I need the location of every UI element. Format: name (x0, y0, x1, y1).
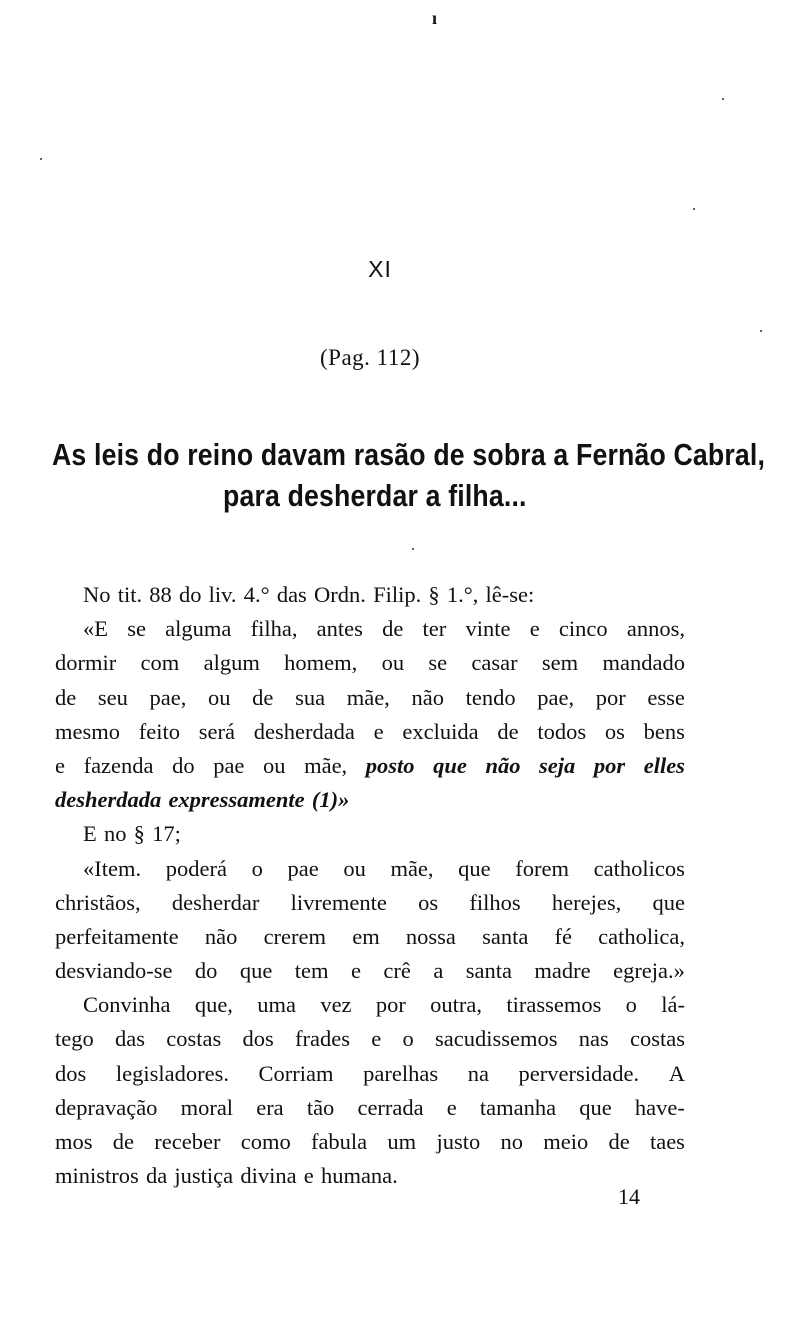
word: todos (537, 718, 587, 744)
word: e (529, 616, 540, 642)
body-line (55, 988, 685, 1022)
word: annos, (626, 616, 685, 642)
word: catholicos (593, 855, 685, 881)
word: e (371, 1026, 382, 1052)
body-line (55, 886, 685, 920)
word: mãe, (346, 684, 390, 710)
word: moral (180, 1094, 234, 1120)
word: que (458, 855, 491, 881)
body-line (55, 749, 685, 783)
word: os (418, 889, 439, 915)
word: o (251, 855, 263, 881)
word: seu (97, 684, 128, 710)
word: tego (55, 1026, 94, 1052)
word: «E (83, 616, 108, 642)
page-number: 14 (618, 1184, 640, 1209)
word: liv. (208, 582, 237, 607)
word: bens (643, 718, 685, 744)
word: pae, (149, 684, 187, 710)
word: § (133, 821, 145, 847)
word: e (55, 752, 65, 778)
top-mark: ı (432, 8, 438, 28)
word: Ordn. (314, 582, 366, 607)
word: o (625, 992, 637, 1018)
word: ministros (55, 1163, 139, 1189)
word: § (428, 582, 440, 607)
word: tão (306, 1094, 335, 1120)
word: os (604, 718, 625, 744)
word: livremente (290, 889, 387, 915)
word: crê (383, 958, 411, 984)
word: divina (240, 1163, 297, 1189)
word: alguma (165, 616, 232, 642)
heading-line-1: As leis do reino davam rasão de sobra a Fernão Cabral, (52, 437, 766, 472)
word: a (433, 958, 444, 984)
word: perfeitamente (55, 923, 179, 949)
word: frades (295, 1026, 350, 1052)
word: crerem (263, 923, 327, 949)
word: santa (482, 923, 529, 949)
word: de (608, 1129, 630, 1154)
italic-word: elles (643, 752, 685, 778)
word: mesmo (55, 718, 120, 744)
word: das (276, 582, 307, 607)
word: parelhas (363, 1060, 439, 1086)
word: lê-se: (485, 582, 535, 607)
body-line (55, 578, 685, 612)
italic-word: posto (365, 752, 415, 778)
body-line (55, 612, 685, 646)
word: cerrada (357, 1094, 424, 1120)
word: vez (320, 992, 352, 1018)
page-reference: (Pag. 112) (320, 345, 420, 370)
word: taes (649, 1129, 685, 1154)
word: have- (634, 1094, 685, 1120)
word: e (350, 958, 361, 984)
word: legisladores. (115, 1060, 229, 1086)
word: poderá (165, 855, 227, 881)
word: dormir (55, 650, 117, 676)
body-line (55, 715, 685, 749)
word: vinte (465, 616, 511, 642)
word: que (652, 889, 685, 915)
word: costas (629, 1026, 685, 1052)
italic-word: expressamente (168, 787, 305, 813)
word: ter (422, 616, 447, 642)
word: e (446, 1094, 457, 1120)
word: de (382, 616, 404, 642)
body-line (55, 646, 685, 680)
word: No (83, 582, 111, 607)
word: tirassemos (506, 992, 602, 1018)
word: nossa (405, 923, 456, 949)
body-line (55, 817, 685, 851)
print-speck (722, 98, 724, 100)
word: costas (166, 1026, 222, 1052)
word: dos (242, 1026, 274, 1052)
word: do (178, 582, 202, 607)
body-line (55, 1125, 685, 1159)
word: justiça (174, 1163, 234, 1189)
word: e (373, 718, 384, 744)
word: por (595, 684, 626, 710)
word: no (103, 821, 127, 847)
word: de (252, 684, 274, 710)
word: tamanha (479, 1094, 557, 1120)
word: e (303, 1163, 314, 1189)
word: receber (154, 1129, 221, 1154)
word: sem (541, 650, 579, 676)
word: de (55, 684, 77, 710)
print-speck (760, 330, 762, 332)
word: nas (578, 1026, 609, 1052)
word: 17; (152, 821, 181, 847)
word: «Item. (83, 855, 142, 881)
word: ou (208, 684, 231, 710)
word: filhos (469, 889, 521, 915)
word: outra, (430, 992, 483, 1018)
italic-word: seja (539, 752, 576, 778)
word: homem, (284, 650, 358, 676)
word: Filip. (373, 582, 422, 607)
print-speck (40, 158, 42, 160)
word: não (204, 923, 238, 949)
word: A (668, 1060, 685, 1086)
body-line (55, 1091, 685, 1125)
word: sacudissemos (434, 1026, 558, 1052)
word: egreja.» (613, 958, 685, 984)
word: 1.°, (446, 582, 479, 607)
word: que (239, 958, 273, 984)
word: 88 (149, 582, 172, 607)
word: desherdar (171, 889, 260, 915)
word: um (387, 1129, 417, 1154)
word: christãos, (55, 889, 141, 915)
word: uma (257, 992, 296, 1018)
word: 4.° (243, 582, 270, 607)
word: fazenda (83, 752, 154, 778)
word: lá- (661, 992, 685, 1018)
word: meio (543, 1129, 589, 1154)
word: do (172, 752, 195, 778)
word: de (497, 718, 519, 744)
word: o (402, 1026, 414, 1052)
word: E (83, 821, 97, 847)
word: se (127, 616, 146, 642)
body-line (55, 852, 685, 886)
word: em (352, 923, 380, 949)
word: por (375, 992, 406, 1018)
word: depravação (55, 1094, 158, 1120)
word: catholica, (598, 923, 685, 949)
word: mãe, (390, 855, 434, 881)
word: que, (194, 992, 233, 1018)
chapter-number: XI (368, 256, 392, 282)
heading-line-2: para desherdar a filha... (223, 478, 527, 513)
body-text (55, 578, 685, 1193)
word: excluida (402, 718, 479, 744)
word: antes (316, 616, 363, 642)
word: da (145, 1163, 168, 1189)
italic-word: desherdada (55, 787, 162, 813)
word: esse (647, 684, 685, 710)
word: ou (381, 650, 405, 676)
word: desherdada (253, 718, 355, 744)
word: pae, (537, 684, 575, 710)
word: tit. (117, 582, 143, 607)
print-speck (693, 208, 695, 210)
word: perversidade. (518, 1060, 640, 1086)
word: herejes, (551, 889, 622, 915)
word: tendo (465, 684, 516, 710)
word: justo (436, 1129, 481, 1154)
print-speck (412, 548, 414, 550)
word: fabula (310, 1129, 368, 1154)
italic-word: por (593, 752, 626, 778)
word: Convinha (83, 992, 171, 1018)
word: ou (263, 752, 286, 778)
word: Corriam (258, 1060, 334, 1086)
word: no (500, 1129, 523, 1154)
word: como (240, 1129, 291, 1154)
word: santa (465, 958, 512, 984)
word: forem (515, 855, 570, 881)
word: mos (55, 1129, 93, 1154)
word: não (411, 684, 444, 710)
word: filha, (250, 616, 298, 642)
word: era (256, 1094, 284, 1120)
italic-word: que (433, 752, 467, 778)
word: pae (213, 752, 245, 778)
word: se (428, 650, 448, 676)
word: tem (294, 958, 329, 984)
italic-word: não (485, 752, 521, 778)
word: que (579, 1094, 612, 1120)
word: cinco (558, 616, 608, 642)
word: com (140, 650, 180, 676)
word: dos (55, 1060, 87, 1086)
word: casar (471, 650, 518, 676)
body-line (55, 954, 685, 988)
word: sua (295, 684, 326, 710)
word: será (198, 718, 235, 744)
body-line (55, 1022, 685, 1056)
italic-word: (1)» (311, 787, 350, 813)
word: pae (287, 855, 319, 881)
word: das (115, 1026, 145, 1052)
body-line (55, 920, 685, 954)
word: mandado (602, 650, 685, 676)
body-line (55, 1057, 685, 1091)
word: do (194, 958, 218, 984)
word: ou (343, 855, 366, 881)
word: fé (554, 923, 572, 949)
word: na (467, 1060, 489, 1086)
body-line (55, 681, 685, 715)
word: algum (203, 650, 260, 676)
body-line (55, 1159, 685, 1193)
word: feito (138, 718, 180, 744)
word: desviando-se (55, 958, 173, 984)
word: de (112, 1129, 135, 1154)
word: humana. (320, 1163, 398, 1189)
word: madre (534, 958, 591, 984)
word: mãe, (304, 752, 348, 778)
body-line (55, 783, 685, 817)
